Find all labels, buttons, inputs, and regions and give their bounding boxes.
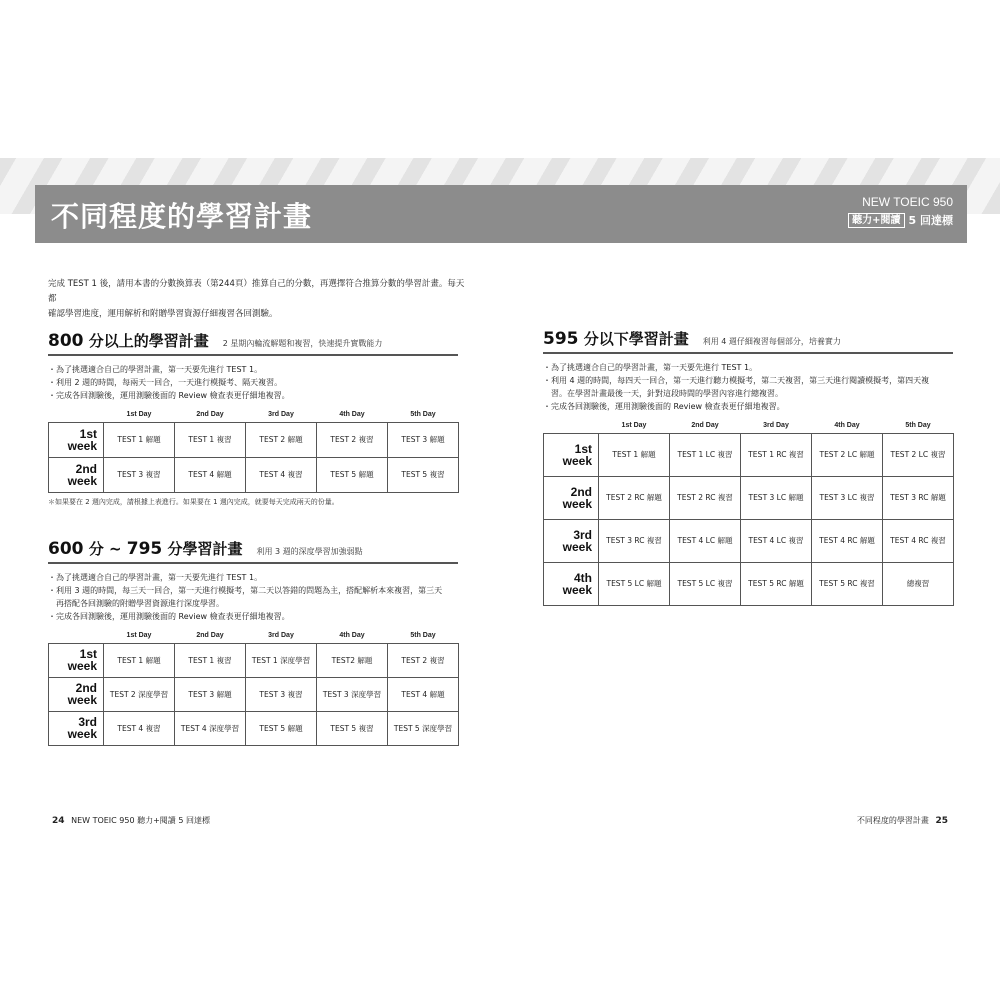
table-cell: TEST 5 RC 複習 <box>812 562 883 605</box>
bullet-item: 再搭配各回測驗的附贈學習資源進行深度學習。 <box>48 599 224 608</box>
table-row <box>544 519 954 562</box>
table-cell: TEST 5 複習 <box>317 711 388 745</box>
day-header: 2nd Day <box>196 411 224 419</box>
table-cell: TEST 4 RC 解題 <box>812 519 883 562</box>
table-cell: TEST 3 深度學習 <box>317 677 388 711</box>
table-cell: TEST 2 深度學習 <box>104 677 175 711</box>
bullet-item: ・完成各回測驗後，運用測驗後面的 Review 檢查表更仔細地複習。 <box>543 402 785 411</box>
table-cell: TEST 1 解題 <box>599 433 670 476</box>
book-name: NEW TOEIC 950 <box>862 195 953 209</box>
table-cell: TEST 2 RC 解題 <box>599 476 670 519</box>
table-cell: TEST 4 LC 複習 <box>741 519 812 562</box>
page-number: 25 <box>935 816 948 826</box>
table-cell: TEST 4 LC 解題 <box>670 519 741 562</box>
day-header: 3rd Day <box>763 422 789 430</box>
day-header: 4th Day <box>339 632 365 640</box>
week-label: 2nd week <box>49 677 104 711</box>
table-cell: TEST 5 解題 <box>246 711 317 745</box>
day-header: 1st Day <box>621 422 647 430</box>
day-header: 4th Day <box>339 411 365 419</box>
bullet-item: 習。在學習計畫最後一天，針對這段時間的學習內容進行總複習。 <box>543 389 783 398</box>
week-label: 3rd week <box>544 519 599 562</box>
table-cell: TEST 4 RC 複習 <box>883 519 954 562</box>
intro-paragraph <box>48 277 468 322</box>
table-row <box>544 476 954 519</box>
table-cell: TEST 4 複習 <box>104 711 175 745</box>
table-row <box>544 433 954 476</box>
week-label: 1st week <box>49 422 104 457</box>
table-cell: TEST 1 解題 <box>104 643 175 677</box>
table-cell: TEST 4 解題 <box>175 457 246 492</box>
day-header: 2nd Day <box>196 632 224 640</box>
table-cell: TEST 1 複習 <box>175 422 246 457</box>
footer-left <box>48 815 210 826</box>
day-header: 1st Day <box>126 411 152 419</box>
day-header: 1st Day <box>126 632 152 640</box>
table-cell: TEST 1 LC 複習 <box>670 433 741 476</box>
week-label: 1st week <box>49 643 104 677</box>
day-header: 5th Day <box>410 411 436 419</box>
table-cell: TEST 3 解題 <box>175 677 246 711</box>
plan-595-section <box>543 328 953 606</box>
bullet-item: ・利用 4 週的時間，每四天一回合，第一天進行聽力模擬考，第二天複習，第三天進行閱讀模擬考，第四天複 <box>543 376 930 385</box>
plan-600-795-section <box>48 538 458 746</box>
table-cell: TEST 5 深度學習 <box>388 711 459 745</box>
table-cell: TEST 1 深度學習 <box>246 643 317 677</box>
plan-subtitle: 利用 4 週仔細複習每個部分，培養實力 <box>702 337 841 346</box>
page-header <box>35 185 967 243</box>
plan-title: 600 分 ~ 795 分學習計畫 <box>48 539 243 559</box>
table-cell: TEST 4 解題 <box>388 677 459 711</box>
table-cell: TEST 2 LC 解題 <box>812 433 883 476</box>
table-cell: TEST 3 LC 複習 <box>812 476 883 519</box>
day-header: 3rd Day <box>268 632 294 640</box>
bullet-item: ・完成各回測驗後，運用測驗後面的 Review 檢查表更仔細地複習。 <box>48 391 290 400</box>
table-cell: TEST 1 解題 <box>104 422 175 457</box>
day-header: 5th Day <box>410 632 436 640</box>
plan-subtitle: 利用 3 週的深度學習加強弱點 <box>256 547 363 556</box>
table-cell: TEST 5 LC 複習 <box>670 562 741 605</box>
table-cell: TEST 2 解題 <box>246 422 317 457</box>
plan-note: ＊如果要在 2 週內完成，請根據上表進行。如果要在 1 週內完成，就要每天完成兩天的份量。 <box>48 497 339 506</box>
week-label: 2nd week <box>49 457 104 492</box>
table-cell: TEST 5 解題 <box>317 457 388 492</box>
table-cell: TEST 5 複習 <box>388 457 459 492</box>
week-label: 3rd week <box>49 711 104 745</box>
plan-title: 800 分以上的學習計畫 <box>48 331 209 351</box>
plan-bullets <box>48 363 458 402</box>
schedule-table <box>543 419 954 606</box>
book-badge: 聽力+閱讀 <box>848 213 904 228</box>
week-label: 1st week <box>544 433 599 476</box>
day-header: 4th Day <box>834 422 860 430</box>
table-cell: TEST2 解題 <box>317 643 388 677</box>
table-row <box>49 643 459 677</box>
table-cell: TEST 2 複習 <box>317 422 388 457</box>
table-cell: TEST 4 深度學習 <box>175 711 246 745</box>
table-cell: TEST 2 RC 複習 <box>670 476 741 519</box>
running-title: NEW TOEIC 950 聽力+閱讀 5 回達標 <box>71 816 210 825</box>
book-label <box>848 195 953 228</box>
intro-line: 完成 TEST 1 後，請用本書的分數換算表（第244頁）推算自己的分數，再選擇符合推算分數的學習計畫。每天都 <box>48 279 465 304</box>
bullet-item: ・為了挑選適合自己的學習計畫，第一天要先進行 TEST 1。 <box>48 365 263 374</box>
table-cell: TEST 3 LC 解題 <box>741 476 812 519</box>
table-cell: TEST 3 複習 <box>104 457 175 492</box>
table-cell: TEST 3 複習 <box>246 677 317 711</box>
table-cell: 總複習 <box>883 562 954 605</box>
table-cell: TEST 2 複習 <box>388 643 459 677</box>
plan-header <box>543 328 953 354</box>
plan-subtitle: 2 星期內輪流解題和複習，快速提升實戰能力 <box>222 339 383 348</box>
page-title: 不同程度的學習計畫 <box>51 200 313 233</box>
bullet-item: ・為了挑選適合自己的學習計畫，第一天要先進行 TEST 1。 <box>48 573 263 582</box>
intro-line: 確認學習進度，運用解析和附贈學習資源仔細複習各回測驗。 <box>48 309 278 319</box>
schedule-table <box>48 408 459 493</box>
table-cell: TEST 1 RC 複習 <box>741 433 812 476</box>
page-number: 24 <box>52 816 65 826</box>
bullet-item: ・完成各回測驗後，運用測驗後面的 Review 檢查表更仔細地複習。 <box>48 612 290 621</box>
schedule-table <box>48 629 459 746</box>
plan-800-section <box>48 330 458 507</box>
bullet-item: ・利用 3 週的時間，每三天一回合，第一天進行模擬考，第二天以答錯的問題為主，搭配解析本來複習，第三天 <box>48 586 443 595</box>
table-row <box>544 562 954 605</box>
table-row <box>49 711 459 745</box>
table-row <box>49 422 459 457</box>
table-row <box>49 677 459 711</box>
day-header: 5th Day <box>905 422 931 430</box>
table-cell: TEST 4 複習 <box>246 457 317 492</box>
plan-header <box>48 538 458 564</box>
footer-right <box>857 815 952 826</box>
day-header: 2nd Day <box>691 422 719 430</box>
bullet-item: ・利用 2 週的時間，每兩天一回合，一天進行模擬考、隔天複習。 <box>48 378 283 387</box>
table-cell: TEST 5 LC 解題 <box>599 562 670 605</box>
table-cell: TEST 3 解題 <box>388 422 459 457</box>
week-label: 4th week <box>544 562 599 605</box>
table-cell: TEST 1 複習 <box>175 643 246 677</box>
plan-title: 595 分以下學習計畫 <box>543 329 689 349</box>
plan-bullets <box>48 571 458 623</box>
table-cell: TEST 3 RC 複習 <box>599 519 670 562</box>
plan-header <box>48 330 458 356</box>
running-title: 不同程度的學習計畫 <box>856 816 929 825</box>
table-cell: TEST 3 RC 解題 <box>883 476 954 519</box>
day-header: 3rd Day <box>268 411 294 419</box>
table-row <box>49 457 459 492</box>
table-cell: TEST 5 RC 解題 <box>741 562 812 605</box>
table-cell: TEST 2 LC 複習 <box>883 433 954 476</box>
plan-bullets <box>543 361 953 413</box>
week-label: 2nd week <box>544 476 599 519</box>
book-badge-suffix: 5 回達標 <box>908 214 953 227</box>
bullet-item: ・為了挑選適合自己的學習計畫，第一天要先進行 TEST 1。 <box>543 363 758 372</box>
